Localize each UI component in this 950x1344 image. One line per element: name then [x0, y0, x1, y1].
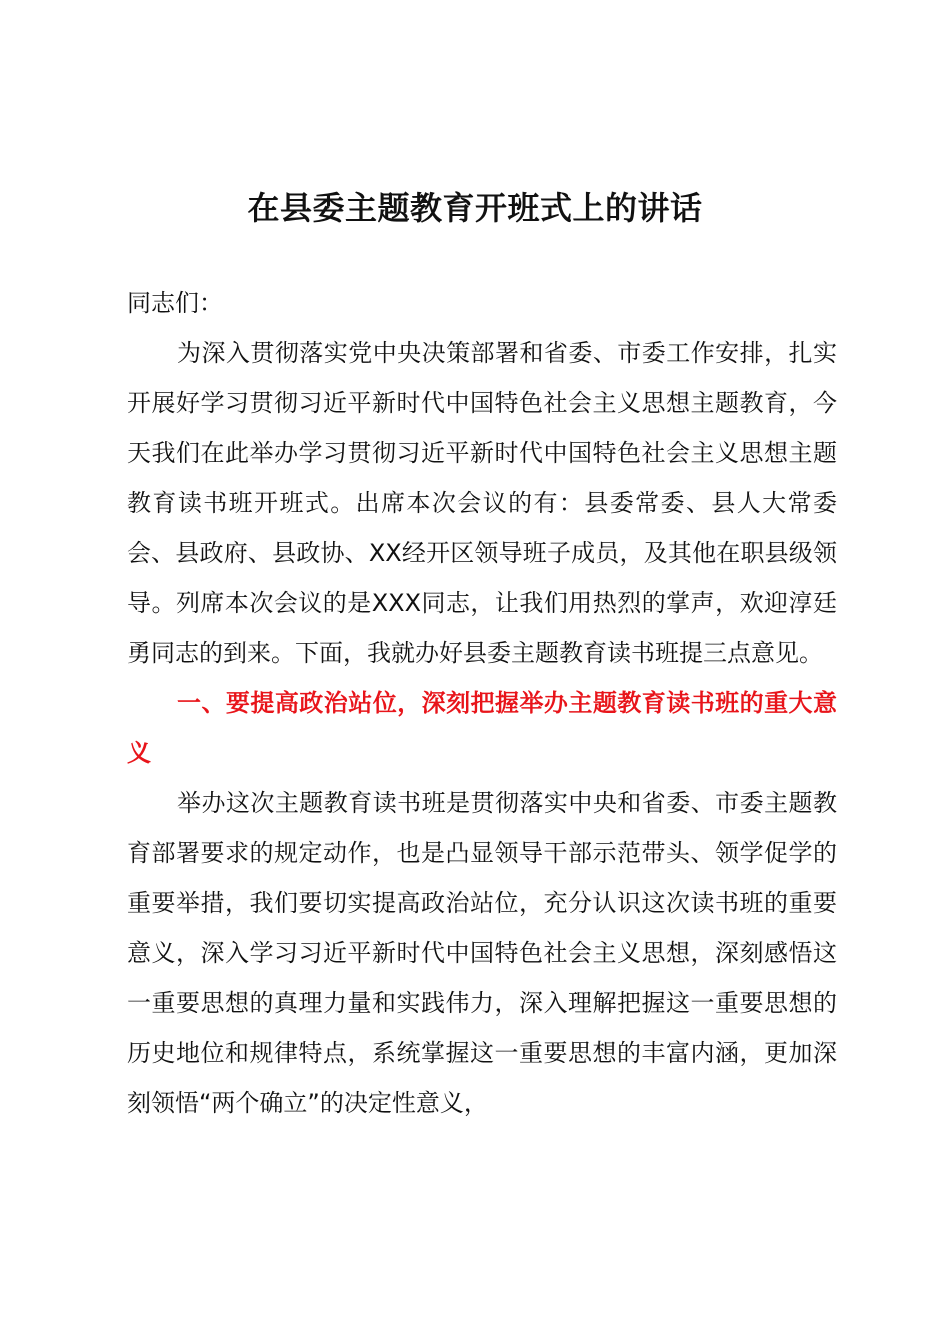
- section-1-paragraph: 举办这次主题教育读书班是贯彻落实中央和省委、市委主题教育部署要求的规定动作，也是凸显领导干部示范带头、领学促学的重要举措，我们要切实提高政治站位，充分认识这次读书班的重要意义，深入学习习近平新时代中国特色社会主义思想，深刻感悟这一重要思想的真理力量和实践伟力，深入理解把握这一重要思想的历史地位和规律特点，系统掌握这一重要思想的丰富内涵，更加深刻领悟“两个确立”的决定性意义，: [127, 789, 837, 1117]
- document-body: [127, 278, 837, 1128]
- section-heading-1: 一、要提高政治站位，深刻把握举办主题教育读书班的重大意义: [127, 689, 837, 767]
- intro-paragraph: 为深入贯彻落实党中央决策部署和省委、市委工作安排，扎实开展好学习贯彻习近平新时代中国特色社会主义思想主题教育，今天我们在此举办学习贯彻习近平新时代中国特色社会主义思想主题教育读书班开班式。出席本次会议的有：县委常委、县人大常委会、县政府、县政协、XX经开区领导班子成员，及其他在职县级领导。列席本次会议的是XXX同志，让我们用热烈的掌声，欢迎淳廷勇同志的到来。下面，我就办好县委主题教育读书班提三点意见。: [127, 339, 837, 667]
- salutation: 同志们：: [127, 289, 223, 317]
- document-title: 在县委主题教育开班式上的讲话: [247, 189, 703, 227]
